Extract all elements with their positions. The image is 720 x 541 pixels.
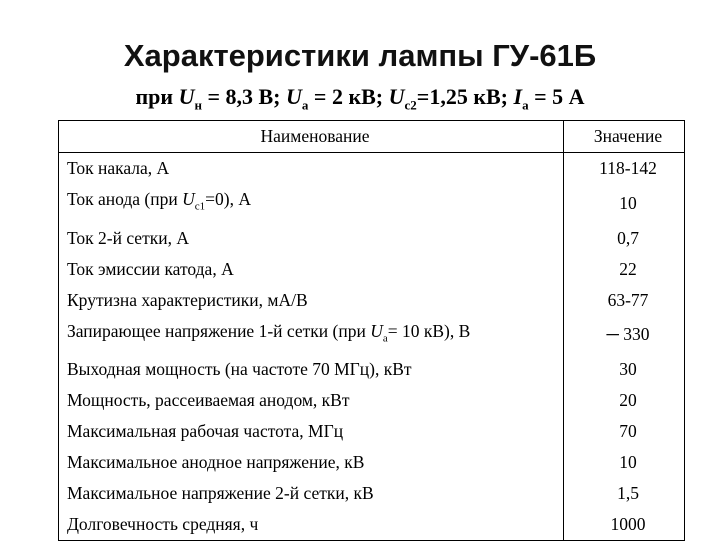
table-row (59, 153, 685, 185)
row-name: Ток 2-й сетки, А (67, 227, 189, 248)
condition-symbol: U (286, 84, 302, 109)
row-name: Ток эмиссии катода, А (67, 258, 234, 279)
condition-subscript: а (522, 97, 529, 113)
row-name: Максимальное анодное напряжение, кВ (67, 452, 365, 472)
condition-value: = 5 А (528, 84, 585, 109)
table-row (59, 509, 685, 541)
table-row (59, 223, 685, 254)
row-name: Максимальное напряжение 2-й сетки, кВ (67, 483, 374, 503)
condition-symbol: I (513, 84, 523, 109)
row-value: 20 (564, 385, 685, 416)
header-name: Наименование (59, 121, 564, 153)
page-title: Характеристики лампы ГУ-61Б (123, 38, 597, 73)
row-name-subscript: а (382, 332, 388, 344)
row-name-post: = 10 кВ), В (387, 320, 471, 341)
table-header-row (59, 121, 685, 153)
row-name: Крутизна характеристики, мА/В (67, 289, 308, 310)
row-name: Максимальная рабочая частота, МГц (67, 421, 344, 441)
row-name-post: =0), А (205, 189, 251, 209)
row-value: 63-77 (564, 285, 685, 316)
table-row (59, 478, 685, 509)
row-value: 1000 (564, 509, 685, 541)
row-name (59, 316, 564, 355)
table-row (59, 285, 685, 316)
row-value: 22 (564, 254, 685, 285)
row-name (59, 184, 564, 223)
table-row (59, 184, 685, 223)
specifications-table (58, 120, 685, 541)
row-value: 70 (564, 416, 685, 447)
table-row (59, 416, 685, 447)
row-value: 30 (564, 354, 685, 385)
table-row (59, 385, 685, 416)
row-name-subscript: с1 (194, 200, 206, 213)
condition-symbol: U (388, 84, 405, 109)
row-name: Долговечность средняя, ч (67, 514, 259, 534)
row-name: Выходная мощность (на частоте 70 МГц), кВт (67, 359, 412, 379)
row-value: 1,5 (564, 478, 685, 509)
row-value: 118-142 (564, 153, 685, 185)
row-name-pre: Ток анода (при (67, 189, 183, 209)
condition-subscript: н (194, 97, 202, 113)
row-name: Ток накала, А (67, 158, 170, 178)
row-name-pre: Запирающее напряжение 1-й сетки (при (67, 320, 371, 341)
condition-value: = 8,3 В; (201, 84, 287, 109)
condition-value: =1,25 кВ; (416, 84, 514, 109)
conditions-prefix: при (135, 84, 179, 109)
header-value: Значение (564, 121, 685, 153)
row-value: 10 (564, 184, 685, 223)
row-value: ─ 330 (564, 316, 685, 355)
table-row (59, 354, 685, 385)
operating-conditions (0, 84, 720, 113)
condition-subscript: с2 (404, 97, 417, 113)
condition-value: = 2 кВ; (308, 84, 389, 109)
table-row (59, 447, 685, 478)
condition-symbol: U (178, 84, 195, 109)
condition-subscript: а (301, 97, 309, 113)
row-value: 10 (564, 447, 685, 478)
row-name-symbol: U (370, 320, 383, 341)
table-row (59, 254, 685, 285)
row-name: Мощность, рассеиваемая анодом, кВт (67, 390, 350, 410)
row-name-symbol: U (182, 189, 195, 209)
row-value: 0,7 (564, 223, 685, 254)
table-row (59, 316, 685, 355)
